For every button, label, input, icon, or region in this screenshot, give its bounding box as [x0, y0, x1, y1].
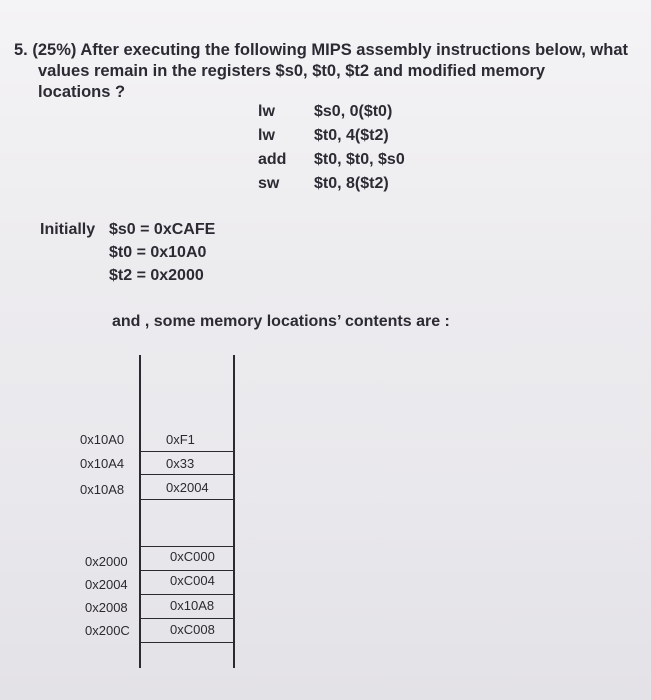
instruction-row: [258, 100, 405, 124]
memory-divider: [140, 499, 233, 500]
instruction-op: lw: [258, 103, 275, 120]
instruction-row: [258, 148, 405, 172]
question-line-1: After executing the following MIPS assembly instructions below, what: [80, 41, 628, 59]
initial-prefix: Initially: [40, 221, 96, 238]
memory-right-border: [233, 355, 235, 668]
memory-address: 0x200C: [85, 623, 130, 638]
question-text: [14, 40, 634, 103]
memory-divider: [140, 474, 233, 475]
instruction-args: $t0, 4($t2): [314, 127, 389, 144]
memory-left-border: [139, 355, 141, 668]
instruction-args: $t0, 8($t2): [314, 175, 389, 192]
register-init-s0: $s0 = 0xCAFE: [109, 221, 216, 238]
memory-address: 0x10A4: [80, 456, 125, 471]
memory-divider: [140, 451, 233, 452]
register-init-t0: $t0 = 0x10A0: [109, 244, 207, 261]
memory-address: 0x2000: [85, 554, 128, 569]
memory-address: 0x2008: [85, 600, 128, 615]
memory-divider: [140, 570, 233, 571]
memory-divider: [140, 546, 233, 547]
memory-address: 0x2004: [85, 577, 128, 592]
memory-value: 0x2004: [166, 480, 209, 495]
memory-value: 0xC008: [170, 622, 215, 637]
register-init-t2: $t2 = 0x2000: [109, 267, 204, 284]
memory-divider: [140, 642, 233, 643]
memory-value: 0xC004: [170, 573, 215, 588]
memory-value: 0xF1: [166, 432, 195, 447]
memory-divider: [140, 618, 233, 619]
instruction-args: $t0, $t0, $s0: [314, 151, 405, 168]
memory-address: 0x10A8: [80, 482, 125, 497]
instruction-op: lw: [258, 127, 275, 144]
question-line-2: values remain in the registers $s0, $t0, $t2 and modified memory: [38, 62, 546, 80]
instruction-row: [258, 124, 405, 148]
instruction-op: add: [258, 151, 287, 168]
instruction-args: $s0, 0($t0): [314, 103, 393, 120]
question-weight: (25%): [32, 41, 77, 59]
memory-divider: [140, 594, 233, 595]
memory-value: 0xC000: [170, 549, 215, 564]
question-number: 5.: [14, 41, 28, 59]
instruction-op: sw: [258, 175, 280, 192]
question-line-3: locations ?: [38, 83, 126, 101]
memory-value: 0x33: [166, 456, 195, 471]
memory-value: 0x10A8: [170, 598, 215, 613]
instruction-row: [258, 172, 405, 196]
memory-address: 0x10A0: [80, 432, 125, 447]
memory-note: and , some memory locations’ contents are :: [112, 313, 450, 330]
mips-instructions: [258, 100, 405, 196]
